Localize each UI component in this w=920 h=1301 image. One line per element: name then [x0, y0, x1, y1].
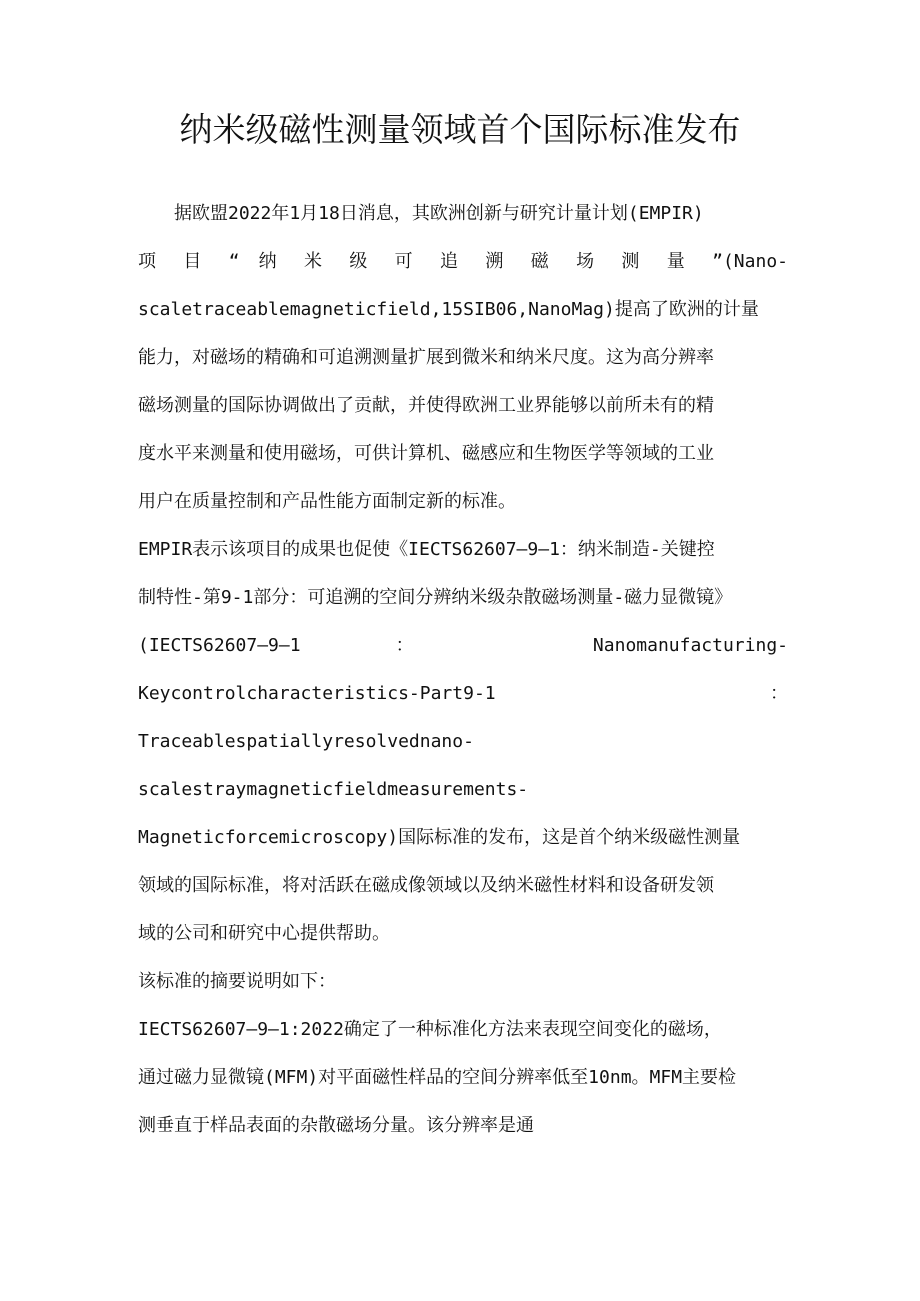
- text-line: 测垂直于样品表面的杂散磁场分量。该分辨率是通: [138, 1115, 534, 1136]
- text-line: Magneticforcemicroscopy)国际标准的发布，这是首个纳米级磁性测量: [138, 827, 741, 848]
- text-line: 通过磁力显微镜(MFM)对平面磁性样品的空间分辨率低至10nm。MFM主要检: [138, 1067, 737, 1088]
- text-line: scaletraceablemagneticfield,15SIB06,NanoMag)提高了欧洲的计量: [138, 299, 759, 320]
- text-line: 域的公司和研究中心提供帮助。: [138, 923, 390, 944]
- text-line: 项 目 “ 纳 米 级 可 追 溯 磁 场 测 量 ”(Nano-: [138, 251, 788, 272]
- text-line: 据欧盟2022年1月18日消息，其欧洲创新与研究计量计划(EMPIR): [174, 203, 704, 224]
- text-line: Keycontrolcharacteristics-Part9-1 ：: [138, 683, 788, 704]
- text-line: 用户在质量控制和产品性能方面制定新的标准。: [138, 491, 516, 512]
- text-line: 该标准的摘要说明如下：: [138, 971, 336, 992]
- text-line: 磁场测量的国际协调做出了贡献，并使得欧洲工业界能够以前所未有的精: [138, 395, 714, 416]
- text-line: (IECTS62607—9—1 ： Nanomanufacturing-: [138, 635, 788, 656]
- text-line: 能力，对磁场的精确和可追溯测量扩展到微米和纳米尺度。这为高分辨率: [138, 347, 714, 368]
- document-body: [138, 190, 788, 1150]
- text-line: EMPIR表示该项目的成果也促使《IECTS62607—9—1：纳米制造-关键控: [138, 539, 715, 560]
- text-line: 制特性-第9-1部分：可追溯的空间分辨纳米级杂散磁场测量-磁力显微镜》: [138, 587, 733, 608]
- text-line: scalestraymagneticfieldmeasurements-: [138, 779, 529, 800]
- text-line: Traceablespatiallyresolvednano-: [138, 731, 474, 752]
- text-line: IECTS62607—9—1:2022确定了一种标准化方法来表现空间变化的磁场，: [138, 1019, 722, 1040]
- document-title: 纳米级磁性测量领域首个国际标准发布: [179, 110, 741, 149]
- text-line: 度水平来测量和使用磁场，可供计算机、磁感应和生物医学等领域的工业: [138, 443, 714, 464]
- text-line: 领域的国际标准，将对活跃在磁成像领域以及纳米磁性材料和设备研发领: [138, 875, 714, 896]
